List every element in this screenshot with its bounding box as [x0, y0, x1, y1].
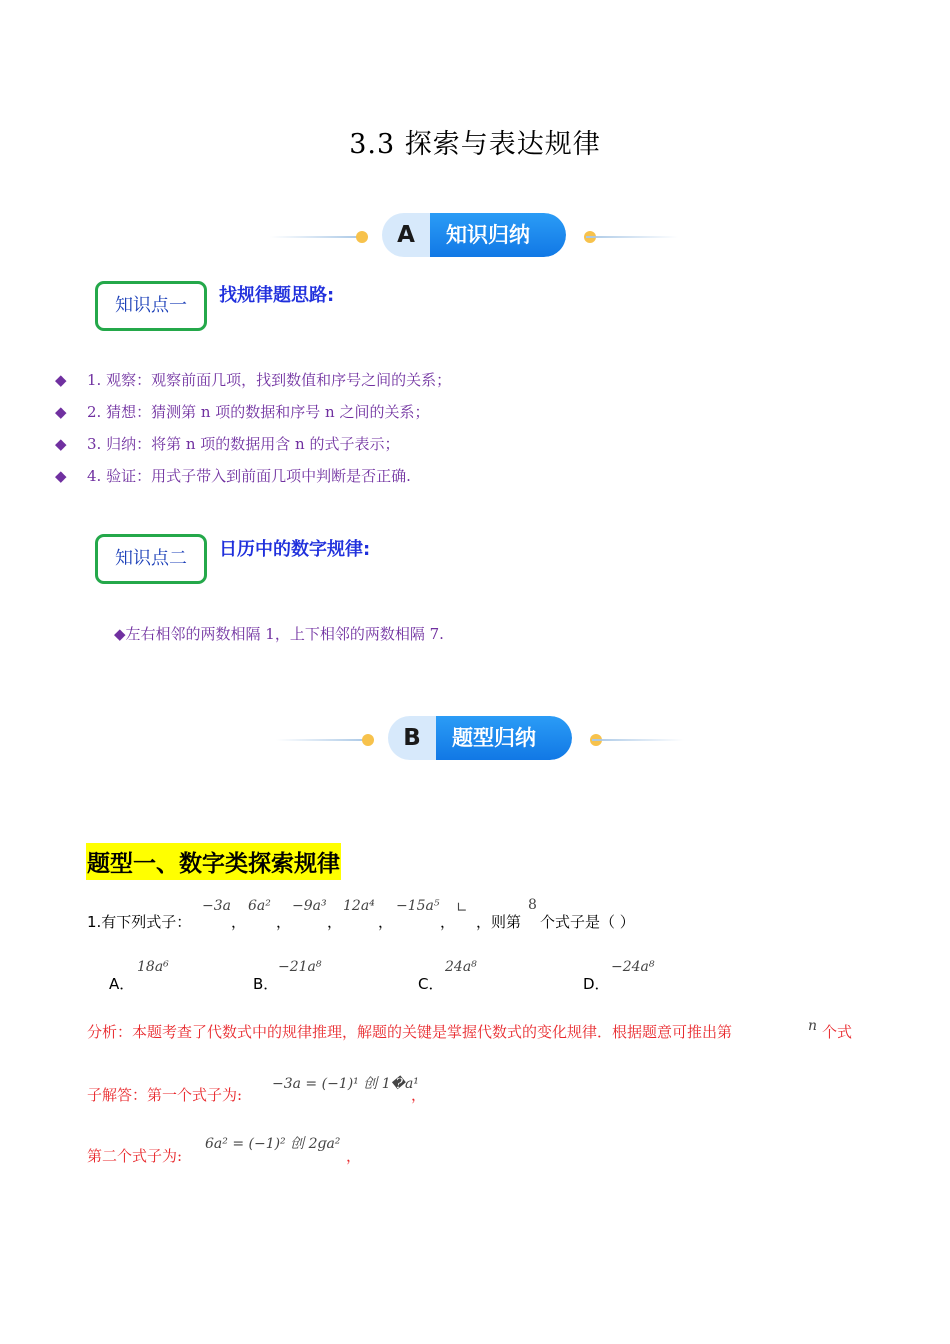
bullet-text: 3. 归纳：将第 n 项的数据用含 n 的式子表示； — [87, 435, 400, 453]
banner-letter: A — [397, 222, 415, 248]
separator: ， — [440, 913, 456, 931]
analysis-line-3: 第二个式子为: — [87, 1147, 183, 1165]
banner-dot-left — [362, 734, 374, 746]
banner-dot-left — [356, 231, 368, 243]
banner-line-left — [270, 236, 362, 238]
banner-line-left — [276, 739, 368, 741]
diamond-icon: ◆ — [55, 371, 67, 389]
comma: ， — [346, 1147, 362, 1165]
question-1-prefix: 1.有下列式子： — [87, 913, 192, 931]
banner-line-right — [592, 739, 684, 741]
option-b-value: −21a⁸ — [278, 959, 322, 975]
sequence-term: −3a — [202, 898, 231, 914]
option-d-label: D． — [583, 975, 610, 993]
banner-letter: B — [403, 725, 421, 751]
knowledge-point-2-box: 知识点二 — [95, 534, 207, 584]
analysis-line-1-end: 个式 — [822, 1023, 853, 1041]
analysis-line-2: 子解答：第一个式子为: — [87, 1086, 243, 1104]
bullet-text: 1. 观察：观察前面几项，找到数值和序号之间的关系； — [87, 371, 452, 389]
banner-line-right — [586, 236, 678, 238]
bullet-item — [55, 465, 411, 486]
analysis-variable-n: n — [808, 1018, 818, 1034]
sequence-term: −15a⁵ — [396, 898, 440, 914]
calendar-rule-note: ◆左右相邻的两数相隔 1，上下相邻的两数相隔 7. — [114, 625, 444, 643]
banner-pill — [382, 213, 566, 257]
sequence-term: −9a³ — [292, 898, 327, 914]
diamond-icon: ◆ — [55, 467, 67, 485]
bullet-item — [55, 369, 451, 390]
separator: ， — [276, 913, 292, 931]
question-type-heading: 题型一、数字类探索规律 — [86, 843, 341, 880]
diamond-icon: ◆ — [55, 435, 67, 453]
knowledge-point-2-heading: 日历中的数字规律: — [219, 539, 371, 560]
term-index: 8 — [528, 897, 537, 913]
option-a-value: 18a⁶ — [137, 959, 169, 975]
option-b-label: B． — [253, 975, 279, 993]
knowledge-point-1-heading: 找规律题思路: — [219, 285, 335, 306]
question-1-suffix: 个式子是（ ） — [540, 913, 635, 931]
option-a-label: A． — [109, 975, 135, 993]
separator: ， — [231, 913, 247, 931]
bullet-item — [55, 401, 429, 422]
sequence-term: 12a⁴ — [343, 898, 375, 914]
section-banner-b — [276, 716, 684, 762]
page-title: 3.3 探索与表达规律 — [349, 129, 601, 160]
bullet-text: 4. 验证：用式子带入到前面几项中判断是否正确. — [87, 467, 411, 485]
analysis-line-1: 分析：本题考查了代数式中的规律推理，解题的关键是掌握代数式的变化规律．根据题意可推出第 — [87, 1023, 733, 1041]
question-1-middle: ，则第 — [476, 913, 522, 931]
knowledge-point-1-box: 知识点一 — [95, 281, 207, 331]
option-c-label: C． — [418, 975, 444, 993]
option-d-value: −24a⁸ — [611, 959, 655, 975]
bullet-text: 2. 猜想：猜测第 n 项的数据和序号 n 之间的关系； — [87, 403, 430, 421]
section-banner-a — [270, 213, 678, 259]
separator: ， — [378, 913, 394, 931]
ellipsis-glyph: ∟ — [456, 900, 468, 916]
comma: ， — [411, 1086, 427, 1104]
bullet-item — [55, 433, 399, 454]
diamond-icon: ◆ — [55, 403, 67, 421]
banner-label: 题型归纳 — [436, 716, 572, 760]
formula-second-term: 6a² = (−1)² 创 2ɡa² — [205, 1136, 341, 1152]
banner-pill — [388, 716, 572, 760]
formula-first-term: −3a = (−1)¹ 创 1�a¹ — [272, 1076, 419, 1092]
sequence-term: 6a² — [248, 898, 271, 914]
banner-label: 知识归纳 — [430, 213, 566, 257]
option-c-value: 24a⁸ — [445, 959, 477, 975]
separator: ， — [327, 913, 343, 931]
